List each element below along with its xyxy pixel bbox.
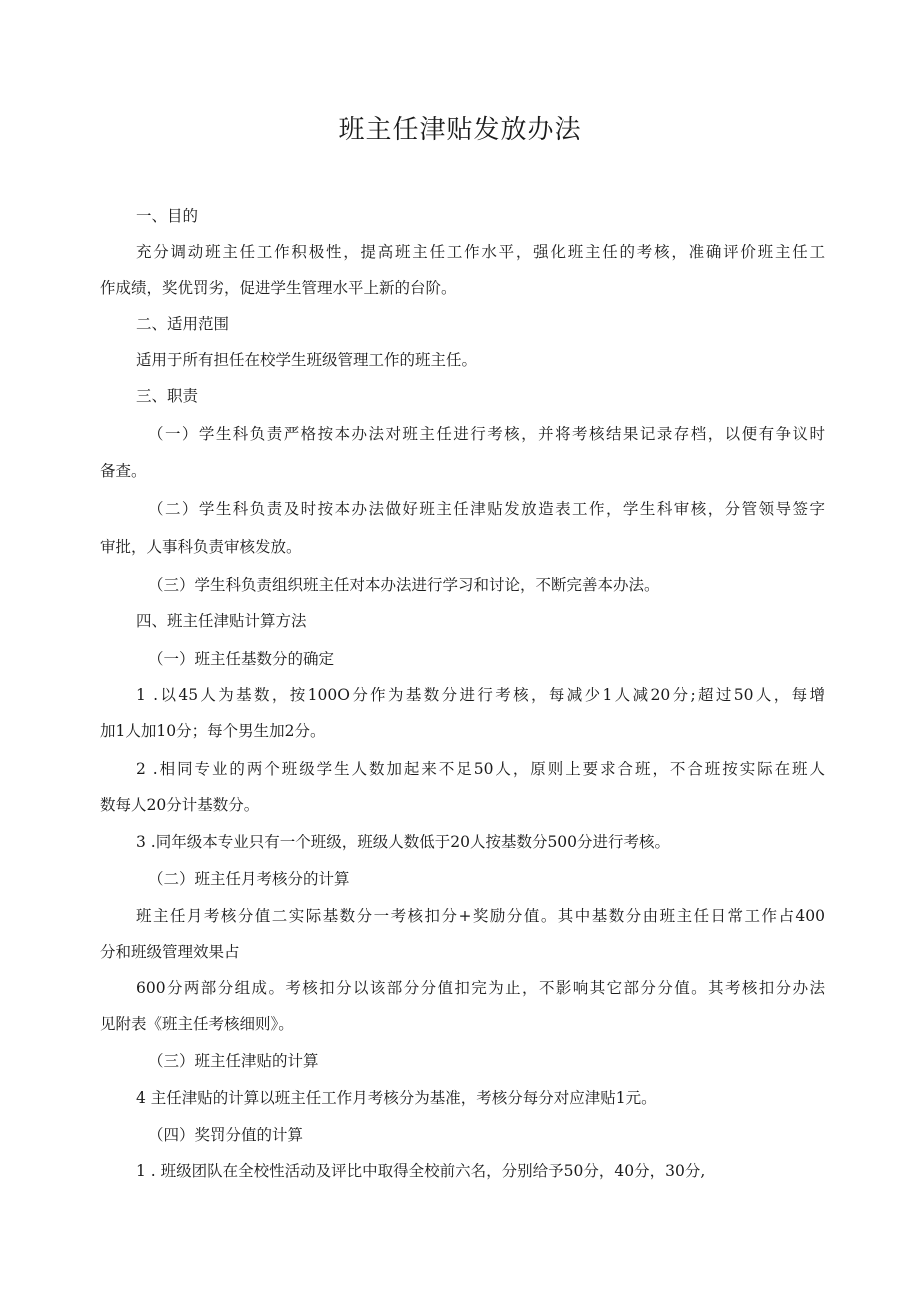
paragraph-line: 加1人加10分；每个男生加2分。	[100, 722, 326, 740]
paragraph-line: 备查。	[100, 462, 147, 480]
subheading-monthly-score: （二）班主任月考核分的计算	[148, 870, 350, 888]
paragraph-line: 3 .同年级本专业只有一个班级，班级人数低于20人按基数分500分进行考核。	[136, 833, 671, 851]
paragraph-line: 充分调动班主任工作积极性，提高班主任工作水平，强化班主任的考核，准确评价班主任工	[136, 243, 825, 261]
heading-purpose: 一、目的	[136, 207, 199, 225]
paragraph-line: 数每人20分计基数分。	[100, 796, 260, 814]
paragraph-line: 班主任月考核分值二实际基数分一考核扣分+奖励分值。其中基数分由班主任日常工作占400	[136, 907, 825, 925]
paragraph-line: 600分两部分组成。考核扣分以该部分分值扣完为止，不影响其它部分分值。其考核扣分办法	[136, 979, 825, 997]
subheading-base-score: （一）班主任基数分的确定	[148, 650, 335, 668]
subheading-allowance: （三）班主任津贴的计算	[148, 1052, 319, 1070]
paragraph-line: 作成绩，奖优罚劣，促进学生管理水平上新的台阶。	[100, 279, 457, 297]
paragraph-line: （一）学生科负责严格按本办法对班主任进行考核，并将考核结果记录存档，以便有争议时	[148, 425, 825, 443]
subheading-reward-penalty: （四）奖罚分值的计算	[148, 1126, 304, 1144]
paragraph-line: （二）学生科负责及时按本办法做好班主任津贴发放造表工作，学生科审核，分管领导签字	[148, 500, 825, 518]
heading-scope: 二、适用范围	[136, 315, 230, 333]
document-title: 班主任津贴发放办法	[338, 115, 582, 145]
paragraph-line: 审批，人事科负责审核发放。	[100, 538, 302, 556]
paragraph-line: 1 .以45人为基数，按100O分作为基数分进行考核，每减少1人减20分;超过50人，每增	[136, 686, 825, 704]
paragraph-line: 1 . 班级团队在全校性活动及评比中取得全校前六名，分别给予50分，40分，30分,	[136, 1162, 706, 1180]
paragraph-line: 4 主任津贴的计算以班主任工作月考核分为基准，考核分每分对应津贴1元。	[136, 1089, 657, 1107]
paragraph-line: 2 .相同专业的两个班级学生人数加起来不足50人，原则上要求合班，不合班按实际在班人	[136, 760, 825, 778]
paragraph-line: 分和班级管理效果占	[100, 943, 240, 961]
heading-calculation: 四、班主任津贴计算方法	[136, 612, 307, 630]
paragraph-line: 适用于所有担任在校学生班级管理工作的班主任。	[136, 351, 478, 369]
paragraph-line: 见附表《班主任考核细则》。	[100, 1015, 294, 1033]
heading-duties: 三、职责	[136, 387, 199, 405]
paragraph-line: （三）学生科负责组织班主任对本办法进行学习和讨论，不断完善本办法。	[148, 576, 660, 594]
